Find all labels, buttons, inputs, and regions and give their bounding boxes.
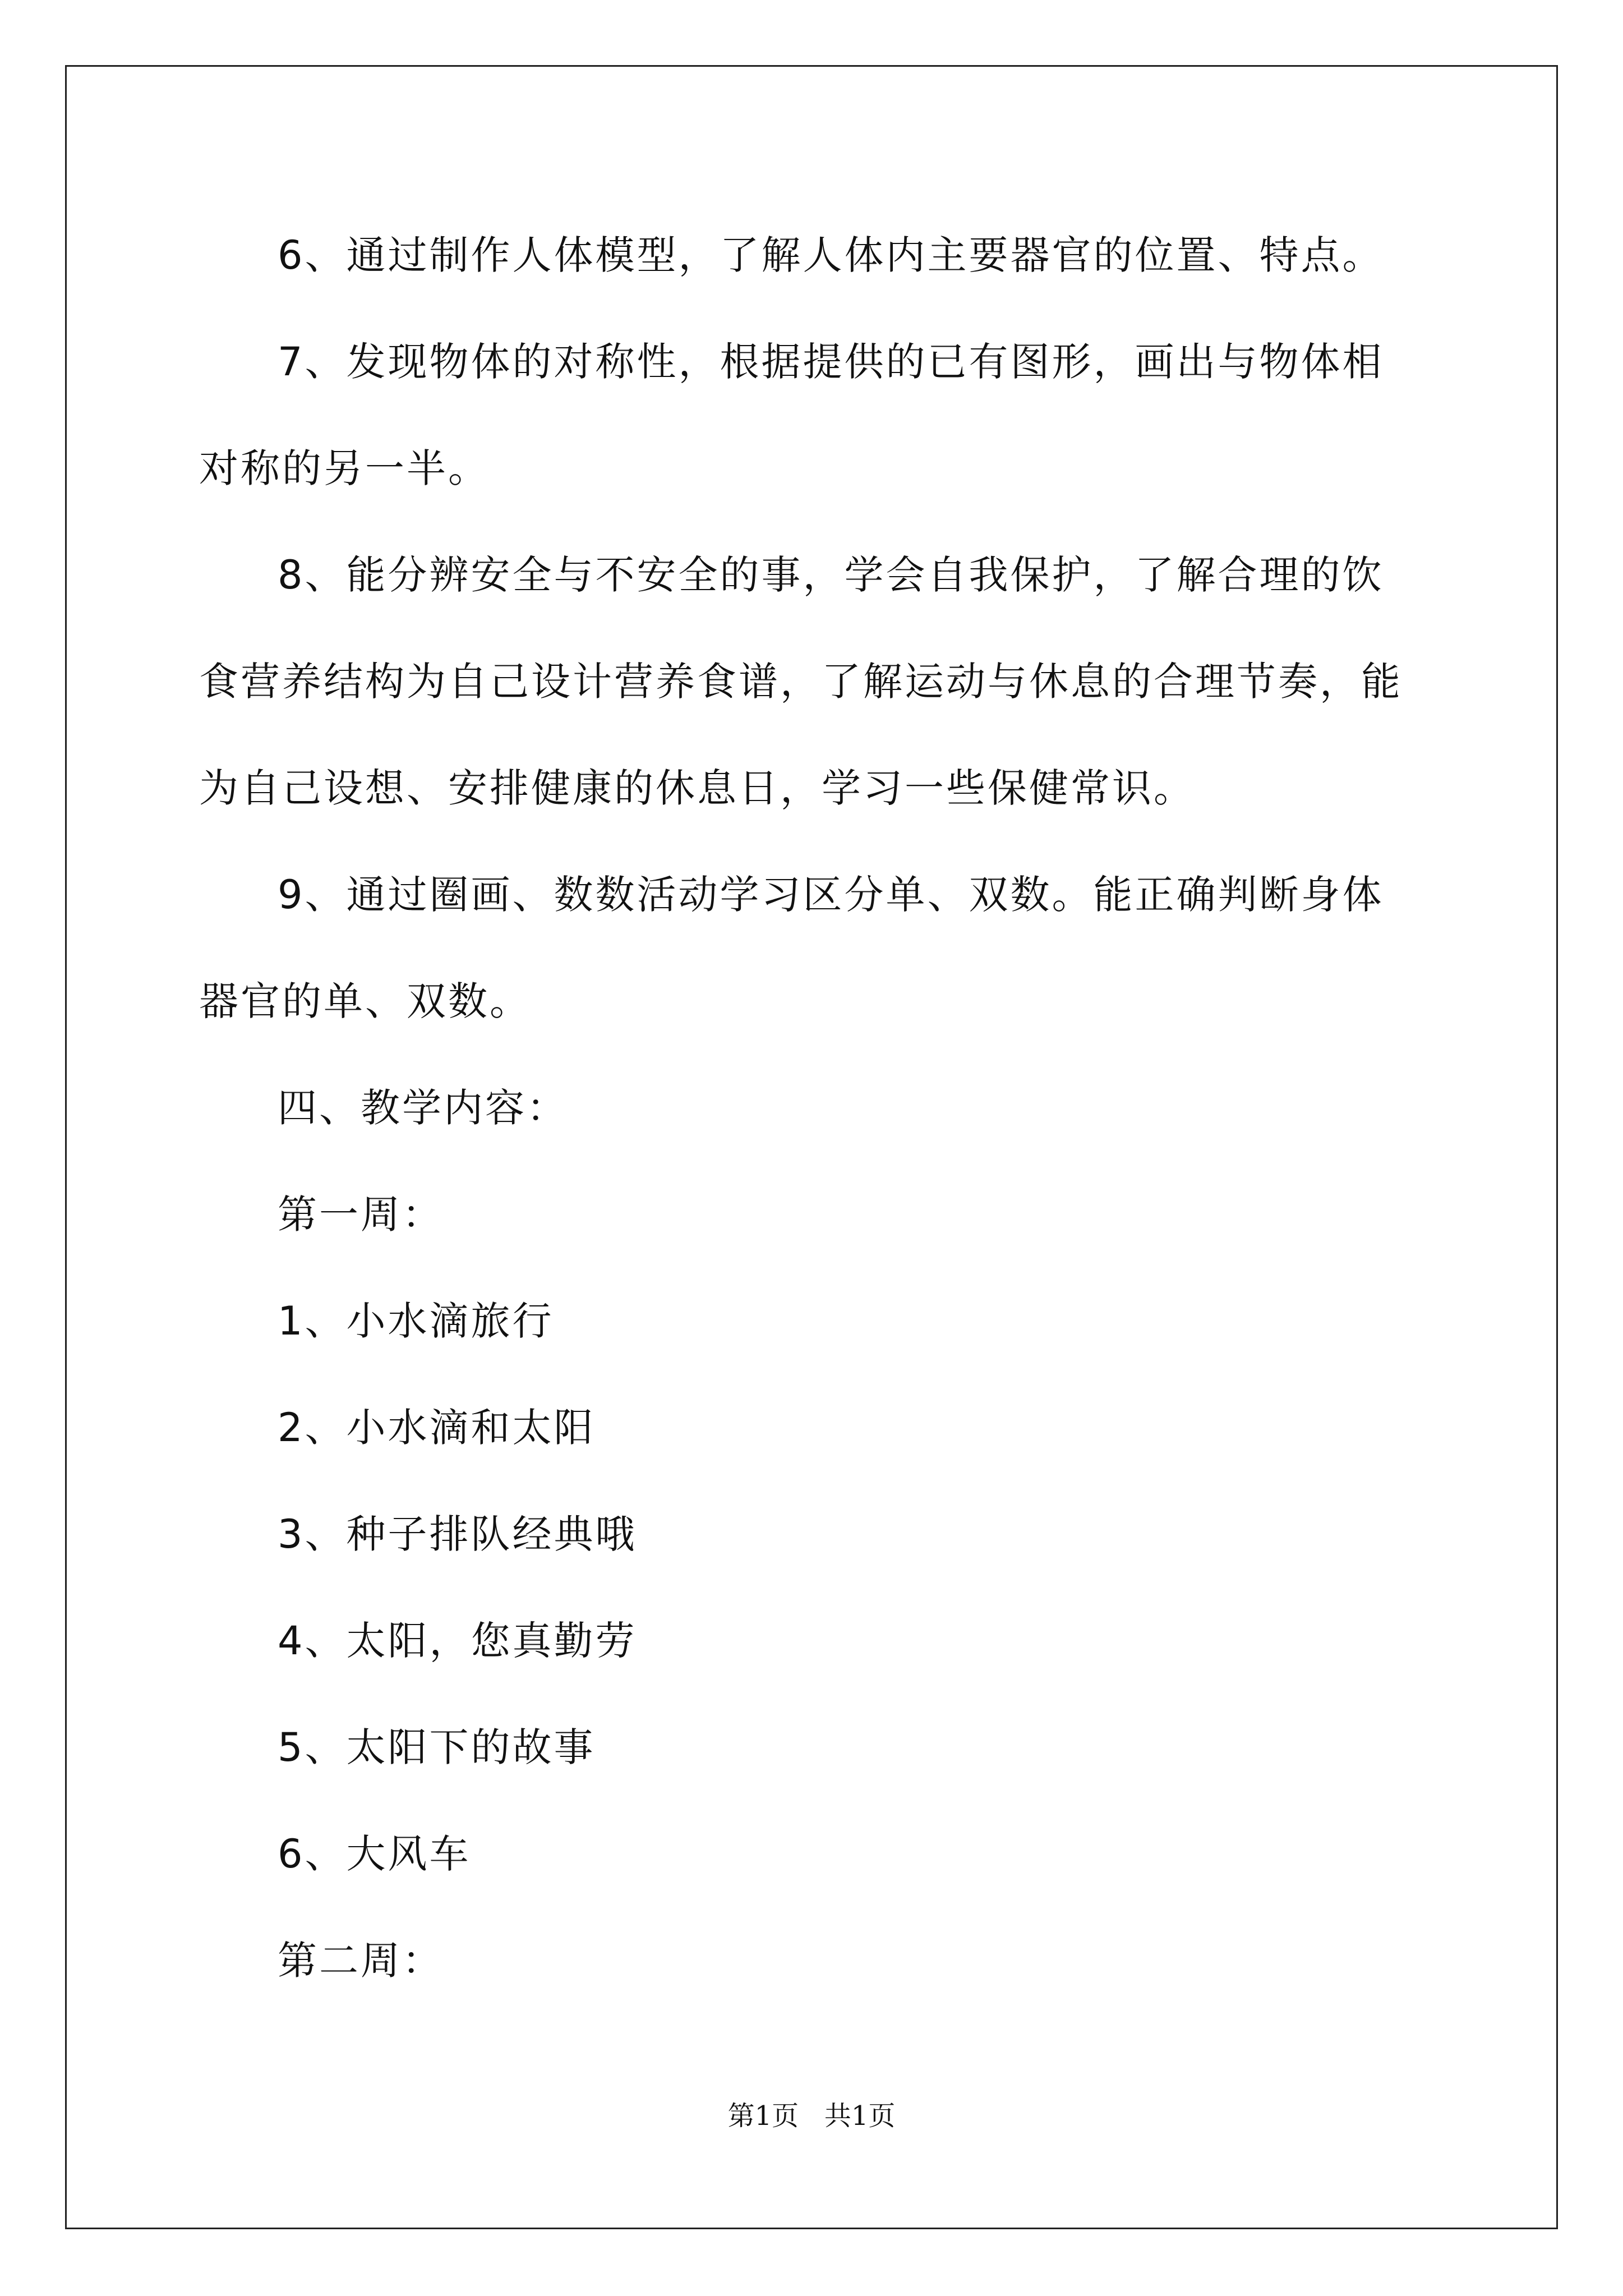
lesson-item-1: 1、小水滴旅行	[278, 1298, 554, 1344]
document-body	[199, 202, 1425, 2014]
lesson-item-4: 4、太阳，您真勤劳	[278, 1618, 637, 1664]
week-heading-1: 第一周：	[278, 1191, 444, 1237]
paragraph-item-6: 6、通过制作人体模型，了解人体内主要器官的位置、特点。	[278, 232, 1384, 278]
paragraph-item-7: 7、发现物体的对称性，根据提供的已有图形，画出与物体相对称的另一半。	[199, 339, 1384, 491]
lesson-item-6: 6、大风车	[278, 1831, 471, 1877]
paragraph-item-8: 8、能分辨安全与不安全的事，学会自我保护，了解合理的饮食营养结构为自己设计营养食谱，了解运动与休息的合理节奏，能为自己设想、安排健康的休息日，学习一些保健常识。	[199, 552, 1403, 811]
page-number-footer: 第1页 共1页	[727, 2100, 896, 2132]
lesson-item-2: 2、小水滴和太阳	[278, 1405, 596, 1451]
paragraph-item-9: 9、通过圈画、数数活动学习区分单、双数。能正确判断身体器官的单、双数。	[199, 872, 1384, 1024]
section-heading-teaching-content: 四、教学内容：	[278, 1085, 568, 1131]
lesson-item-5: 5、太阳下的故事	[278, 1724, 596, 1770]
lesson-item-3: 3、种子排队经典哦	[278, 1511, 637, 1557]
week-heading-2: 第二周：	[278, 1938, 444, 1984]
